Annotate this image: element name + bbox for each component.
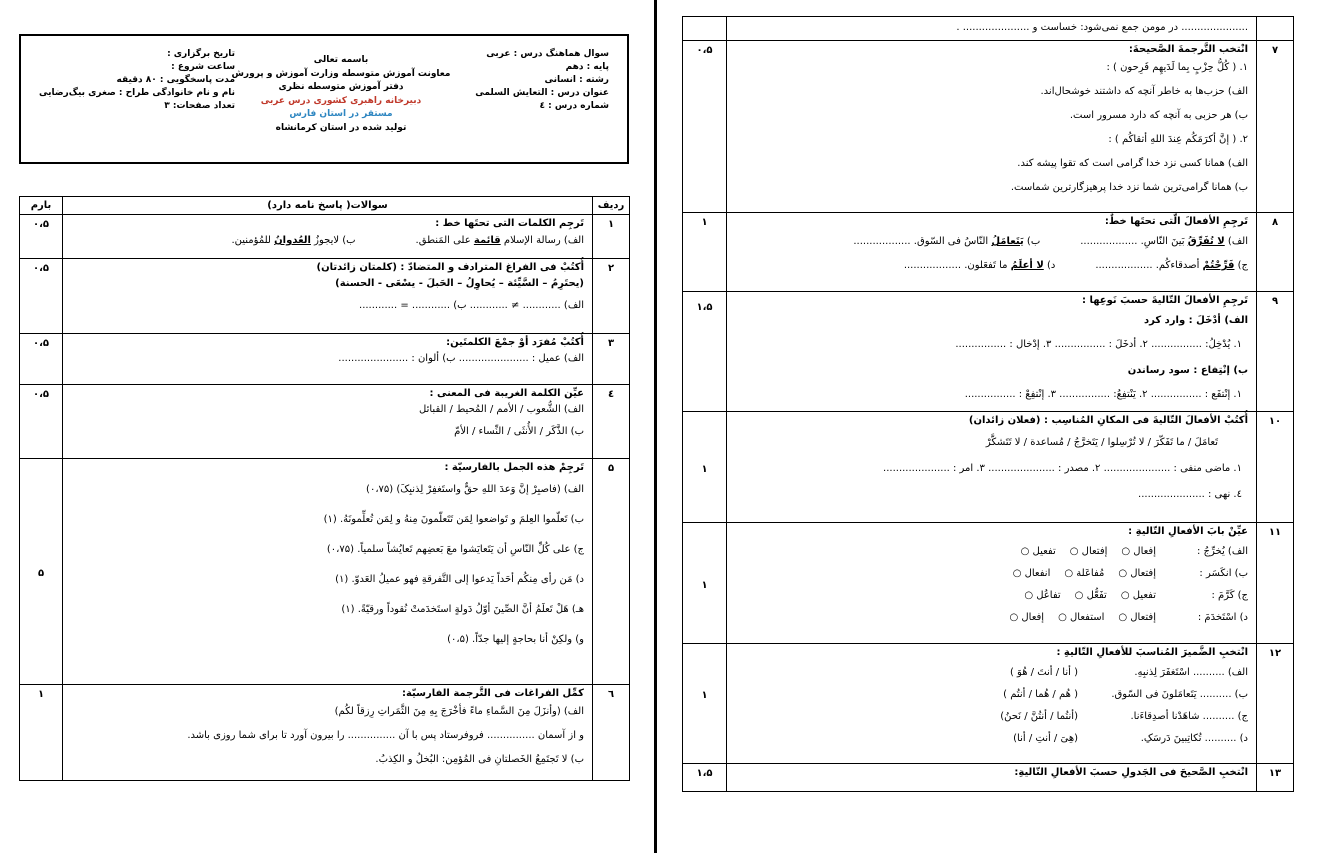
col-score-header: بارم — [20, 197, 63, 215]
choice-row — [733, 545, 1248, 559]
sentence-c: ج) فَرِّحْتُمْ أصدقاءکُم. .................. — [1095, 260, 1248, 271]
sentence: د) .......... تُکاتِبینَ دَرسَکِ. — [1140, 733, 1248, 744]
answer-line — [733, 259, 1248, 273]
question-score: ۰،۵ — [683, 41, 727, 213]
header-left-line: مدت پاسخگویی : ۸۰ دقیقه — [116, 75, 236, 85]
option-line-a: الف) الشُّعوب / الأمم / المُحیط / القبائل — [419, 404, 584, 415]
header-center-line: دفتر آموزش متوسطه نظری — [278, 82, 404, 92]
question-title: أُکتُبْ مُفرَد أوْ جمْعَ الکلمتَین: — [446, 337, 584, 348]
question-score: ۱ — [683, 523, 727, 644]
sentence-d: د) لا أعلَمُ ما تَفعَلون. .................. — [903, 260, 1056, 271]
radio-option[interactable]: تفعیل ○ — [1120, 590, 1156, 601]
question-body — [727, 412, 1257, 523]
header-right-line: رشته : انسانی — [544, 75, 609, 85]
question-score: ۱،۵ — [683, 292, 727, 412]
radio-option[interactable]: استفعال ○ — [1058, 612, 1105, 623]
question-title: تَرجِمِ الأفعالَ الّتی تحتَها خطٌ: — [1104, 216, 1248, 227]
radio-option[interactable]: تفعیل ○ — [1020, 546, 1056, 557]
verb-root-b: ب) إنْتِفاع : سود رساندن — [1127, 365, 1248, 376]
verb-label: ب) انکَسَر : — [1199, 568, 1248, 579]
question-row — [683, 41, 1294, 213]
pronoun-row — [733, 688, 1248, 702]
answer-line — [733, 235, 1248, 249]
radio-option[interactable]: تفاعُل ○ — [1024, 590, 1061, 601]
question-title: تَرجِمْ هذه الجمل بالفارسیّة : — [444, 462, 584, 473]
header-left-line: تعداد صفحات: ۳ — [164, 101, 236, 111]
question-body — [727, 213, 1257, 292]
continuation-line: ..................... در مومن جمع نمی‌شود: خساست و ..................... . — [727, 17, 1257, 41]
question-body — [63, 215, 593, 259]
sentence: ج) .......... شاهَدْنا أصدِقاءَنا. — [1130, 711, 1248, 722]
question-score: ۰،۵ — [20, 259, 63, 334]
question-body — [727, 644, 1257, 764]
pronoun-options: ( هُم / هُما / أنتُم ) — [1003, 689, 1078, 700]
header-right-line: شماره درس : ٤ — [539, 101, 609, 111]
question-row — [20, 215, 630, 259]
question-number: ۹ — [1257, 292, 1294, 412]
question-body — [727, 292, 1257, 412]
sentence-item: ج) علی کُلِّ النّاسِ أن یَتَعایَشوا معَ بَعضِهم تَعایُشاً سلمیاً. (۰،۷۵) — [326, 544, 584, 555]
verse-item: ۱. ( کُلُّ حِزْبٍ بِما لَدَیهِم فَرِحون ) : — [1106, 62, 1248, 73]
question-score: ۱ — [20, 685, 63, 781]
table-header-row — [20, 197, 630, 215]
sentence-b: ب) لایجوزُ العُدوانُ للمُؤمنین. — [231, 235, 356, 246]
question-row — [683, 213, 1294, 292]
sentence-item: و) ولکِنْ أنا بحاجةٍ إلیها جدّاً. (۰،۵) — [447, 634, 584, 645]
sentence: ب) .......... یَتَعامَلونَ فی السّوق. — [1111, 689, 1248, 700]
question-row — [683, 644, 1294, 764]
sentence-item: الف) (وأنزَلَ مِنَ السَّماءِ ماءً فأخْرَجَ بِهِ مِنَ الثَّمَراتِ رِزقاً لکُم) — [334, 706, 584, 717]
question-score: ۱،۵ — [683, 764, 727, 792]
question-body — [727, 523, 1257, 644]
pronoun-row — [733, 710, 1248, 724]
answer-line — [69, 234, 584, 248]
question-number: ۷ — [1257, 41, 1294, 213]
header-left-line: ساعت شروع : — [171, 62, 236, 72]
header-right-line: عنوان درس : التعایش السلمی — [475, 88, 609, 98]
question-number: ۵ — [593, 459, 630, 685]
radio-option[interactable]: إفعال ○ — [1009, 612, 1045, 623]
question-body — [63, 334, 593, 385]
question-row — [20, 259, 630, 334]
radio-option[interactable]: انفعال ○ — [1012, 568, 1051, 579]
radio-option[interactable]: إفتعال ○ — [1118, 568, 1156, 579]
question-body — [63, 685, 593, 781]
question-title: أُکتُبْ الأفعالَ التّالیةَ فی المکانِ المُناسِب : (فعلان زائدان) — [968, 415, 1248, 426]
question-row — [683, 292, 1294, 412]
header-center-line: دبیرخانه راهبری کشوری درس عربی — [260, 95, 422, 106]
fill-line: الف) عمیل : ...................... ب) ألوان : ...................... — [338, 353, 584, 364]
sentence-item: هـ) هَلْ تَعلَمُ أنَّ الصِّینَ أوّلُ دَولةٍ استَخدَمتْ نُقوداً ورقیّةً. (۱) — [341, 604, 584, 615]
sentence-a: الف) لا تُفَرِّقُ بَینَ النّاسِ. .................. — [1080, 236, 1248, 247]
header-center-line: باسمه تعالی — [313, 55, 369, 65]
question-row — [20, 385, 630, 459]
choice-item: الف) همانا کسی نزد خدا گرامی است که تقوا پیشه کند. — [1017, 158, 1248, 169]
header-right-line: سوال هماهنگ درس : عربی — [486, 49, 609, 59]
word-bank: تَعامَلَ / ما تَفَکّرَ / لا تُرْسِلوا / یَتَخرَّجُ / مُساعدة / لا تَتَشکَّرْ — [985, 437, 1218, 448]
pronoun-options: (هِیَ / أنتِ / أنا) — [1013, 733, 1078, 744]
header-center-line: مستقر در استان فارس — [289, 109, 393, 119]
question-title: تَرجِم الکلمات التی تحتَها خط : — [435, 218, 584, 229]
header-left-line: تاریخ برگزاری : — [167, 49, 236, 59]
sentence-a: الف) رسالة الإسلام قائمة علی المَنطق. — [415, 235, 584, 246]
question-row — [20, 459, 630, 685]
question-title: أُکتُبْ فی الفراغ المترادف و المتضادّ : (کلمتان زائدتان) — [316, 262, 584, 273]
fill-line: ۱. إنْتفَع : ................ ۲. یَنْتفِعُ: ................ ۳. إنْتفِعْ : ................ — [964, 389, 1242, 400]
sentence-item: د) مَن رأی مِنکُم أحَداً یَدعوا إلی التَّفرقةِ فهو عمیلُ العَدوّ. (۱) — [335, 574, 584, 585]
question-body — [63, 259, 593, 334]
verse-item: ۲. ( إنَّ أکرَمَکُم عِندَ اللهِ أتقاکُم ) : — [1108, 134, 1248, 145]
question-body — [63, 385, 593, 459]
question-number: ٦ — [593, 685, 630, 781]
question-body — [727, 41, 1257, 213]
radio-option[interactable]: تفَعُّل ○ — [1074, 590, 1107, 601]
pronoun-options: ( أنا / أنتَ / هُوَ ) — [1009, 667, 1078, 678]
choice-item: الف) حزب‌ها به خاطر آنچه که داشتند خوشحال‌اند. — [1040, 86, 1248, 97]
translation-fill: و از آسمان ............... فروفرستاد پس با آن ............... را بیرون آورد تا برای شما روزی باشد. — [187, 730, 584, 741]
sentence-item: الف) (فاصبِرْ إنَّ وَعدَ اللهِ حقٌّ واستَغفِرْ لِذنبِکَ) (۰،۷۵) — [366, 484, 584, 495]
question-row — [20, 334, 630, 385]
verb-label: د) اسْتَخدَمَ : — [1197, 612, 1248, 623]
header-course-info — [475, 48, 609, 113]
verb-label: ج) کَرَّمَ : — [1211, 590, 1248, 601]
radio-option[interactable]: إفتعال ○ — [1118, 612, 1156, 623]
choice-row — [733, 589, 1248, 603]
questions-table-right — [682, 16, 1294, 792]
fill-line: الف) ............ ≠ ............ ب) ............ = ............ — [359, 300, 584, 311]
question-title: عیِّن الکلمة الغریبة فی المعنی : — [429, 388, 584, 399]
question-row — [683, 523, 1294, 644]
choice-row — [733, 611, 1248, 625]
question-score: ۵ — [20, 459, 63, 685]
verb-root-a: الف) أدْخَلَ : وارد کرد — [1144, 315, 1248, 326]
header-left-line: نام و نام خانوادگی طراح : صغری بیگ‌رضایی — [39, 88, 236, 98]
col-questions-header: سوالات( پاسخ نامه دارد) — [63, 197, 593, 215]
sentence-item: ب) لا تَجتَمِعُ الخَصلتانِ فی المُؤمِن: البُخلُ و الکِذبُ. — [375, 754, 584, 765]
question-number: ٤ — [593, 385, 630, 459]
question-number: ۱۰ — [1257, 412, 1294, 523]
question-number: ۱۲ — [1257, 644, 1294, 764]
radio-option[interactable]: إفعال ○ — [1121, 546, 1156, 557]
sentence: الف) .......... اسْتَغفَرَ لِذنبِهِ. — [1134, 667, 1248, 678]
question-row — [683, 412, 1294, 523]
exam-header — [19, 34, 629, 164]
choice-row — [733, 567, 1248, 581]
option-line-b: ب) الذَّکَر / الأُنثَی / النِّساء / الأمّ — [454, 426, 584, 437]
question-title: عیِّنْ بابَ الأفعالِ التّالیةِ : — [1128, 526, 1248, 537]
sentence-item: ب) تَعلّموا العِلمَ و تَواضعوا لِمَن تَتَعلّمونَ مِنهُ و لِمَن تُعلِّمونَهُ. (۱) — [323, 514, 584, 525]
question-score: ۱ — [683, 213, 727, 292]
fill-line: ۱. ماضی منفی : ..................... ۲. مصدر : ..................... ۳. امر : ..................... — [883, 463, 1242, 474]
question-score: ۱ — [683, 412, 727, 523]
question-score: ۰،۵ — [20, 215, 63, 259]
question-number: ۱ — [593, 215, 630, 259]
page-divider — [654, 0, 657, 853]
question-body — [727, 764, 1257, 792]
header-right-line: پایه : دهم — [565, 62, 609, 72]
question-score: ۱ — [683, 644, 727, 764]
pronoun-options: (أنتُما / أنتُنَّ / نَحنُ) — [1000, 711, 1078, 722]
question-title: انْتخب التَّرجمةَ الصَّحیحةَ: — [1128, 44, 1248, 55]
question-number: ۱۳ — [1257, 764, 1294, 792]
word-bank: (یحتَرِمُ – السَّیِّئة – یُحاوِلُ – الحَبلَ - یسْعَی - الحسنة) — [335, 278, 584, 289]
question-number: ۸ — [1257, 213, 1294, 292]
choice-item: ب) همانا گرامی‌ترین شما نزد خدا پرهیزگارترین شماست. — [1010, 182, 1248, 193]
radio-option[interactable]: إفتعال ○ — [1069, 546, 1108, 557]
col-row-header: ردیف — [593, 197, 630, 215]
header-center-line: معاونت آموزش متوسطه وزارت آموزش و پرورش — [231, 68, 451, 79]
radio-option[interactable]: مُفاعَلة ○ — [1064, 568, 1105, 579]
question-row — [683, 764, 1294, 792]
question-score: ۰،۵ — [20, 334, 63, 385]
fill-line: ۱. یُدْخِلُ: ................ ۲. أدخَلَ : ................ ۳. إدْخال : ................ — [955, 339, 1242, 350]
pronoun-row — [733, 666, 1248, 680]
continuation-row — [683, 17, 1294, 41]
sentence-b: ب) یَتَعامَلُ النّاسُ فی السّوق. .................. — [853, 236, 1041, 247]
header-center-line: تولید شده در استان کرمانشاه — [275, 122, 407, 133]
question-number: ۲ — [593, 259, 630, 334]
question-title: کمِّل الفراغات فی التَّرجمة الفارسیّة: — [401, 688, 584, 699]
choice-item: ب) هر حزبی به آنچه که دارد مسرور است. — [1069, 110, 1248, 121]
pronoun-row — [733, 732, 1248, 746]
header-ministry-info — [221, 54, 461, 135]
question-row — [20, 685, 630, 781]
verb-label: الف) یُخرِّجُ : — [1196, 546, 1248, 557]
question-number: ۱۱ — [1257, 523, 1294, 644]
question-title: تَرجِمِ الأفعالَ التّالیةَ حسبَ نَوعِها : — [1081, 295, 1248, 306]
questions-table-left — [19, 196, 630, 781]
question-body — [63, 459, 593, 685]
question-title: انْتخبِ الصَّحیحَ فی الجَدولِ حسبَ الأفعالِ التّالیةِ: — [1014, 767, 1248, 778]
question-score: ۰،۵ — [20, 385, 63, 459]
header-exam-info — [39, 48, 235, 113]
question-title: انْتخبِ الضَّمیرَ المُناسبَ للأفعالِ التّالیةِ : — [1056, 647, 1248, 658]
question-number: ۳ — [593, 334, 630, 385]
fill-line: ٤. نهی : ..................... — [1138, 489, 1242, 500]
